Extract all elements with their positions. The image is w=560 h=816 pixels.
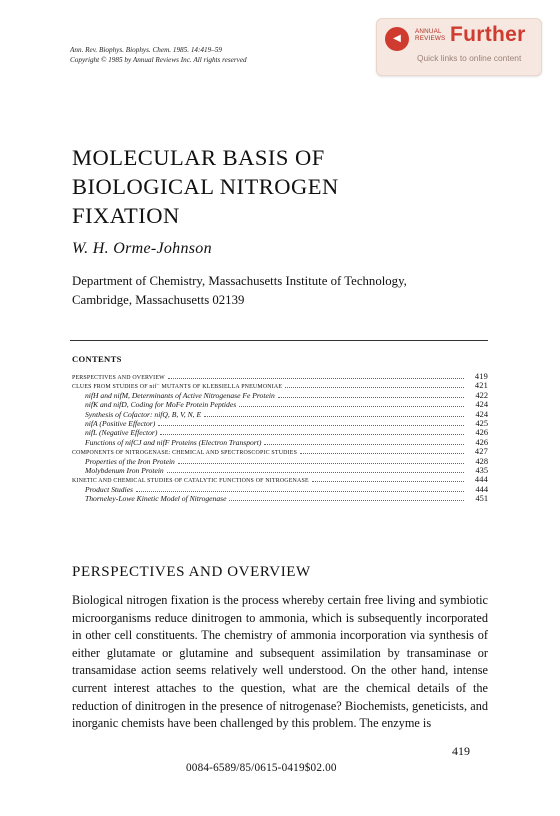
toc-entry[interactable] [72,438,488,447]
toc-entry-label: Product Studies [85,484,134,494]
toc-entry[interactable] [72,475,488,484]
affiliation-line: Department of Chemistry, Massachusetts Institute of Technology, [72,274,407,288]
further-wordmark: Further [450,23,526,46]
toc-entry-label: CLUES FROM STUDIES OF nif⁻ MUTANTS OF KLEBSIELLA PNEUMONIAE [72,384,283,391]
annual-reviews-logo-icon: ◀ [385,27,409,51]
section-heading: PERSPECTIVES AND OVERVIEW [72,564,311,580]
affiliation-line: Cambridge, Massachusetts 02139 [72,292,245,307]
toc-entry-label: nifH and nifM, Determinants of Active Nitrogenase Fe Protein [85,390,275,400]
further-subtitle: Quick links to online content [417,53,522,63]
page-number: 419 [452,744,470,758]
article-title [72,143,339,230]
divider [70,340,488,341]
toc-leader-dots [204,415,464,417]
toc-entry-label: nifA (Positive Effector) [85,418,156,428]
toc-entry-page: 419 [474,372,488,381]
toc-entry-page: 427 [474,447,488,457]
toc-entry-label: Functions of nifCJ and nifF Proteins (Electron Transport) [85,437,262,447]
toc-entry-label: Properties of the Iron Protein [85,456,175,466]
toc-entry-page: 444 [474,475,488,485]
body-paragraph: Biological nitrogen fixation is the process whereby certain free living and symbiotic microorganisms reduce dinitrogen to ammonia, which is subsequently incorporated in other cell constituents. The chemistry of ammonia incorporation via synthesis of either glutamate or glutamine and subsequent assimilation by transaminase or transamidase action seems relatively well understood. On the other hand, intense current interest attaches to the question, what are the chemical details of the reduction of dinitrogen in the presence of nitrogenase? Biochemists, geneticists, and inorganic chemists have been challenged by this problem. The enzyme is [72,593,488,731]
toc-entry-page: 435 [475,465,488,475]
toc-entry[interactable] [72,372,488,381]
further-badge[interactable] [376,18,542,76]
toc-entry-page: 424 [475,409,488,419]
contents-heading: CONTENTS [72,354,122,364]
author-name: W. H. Orme-Johnson [72,240,212,257]
toc-entry-label: COMPONENTS OF NITROGENASE: CHEMICAL AND SPECTROSCOPIC STUDIES [72,450,298,457]
toc-entry-label: nifK and nifD, Coding for MoFe Protein Peptides [85,400,237,410]
toc-entry-label: PERSPECTIVES AND OVERVIEW [72,375,165,381]
citation-journal: Ann. Rev. Biophys. Biophys. Chem. 1985. 14:419–59 [70,46,222,54]
toc-leader-dots [278,396,464,398]
toc-entry-label: Thorneley-Lowe Kinetic Model of Nitrogenase [85,494,227,504]
doi-line: 0084-6589/85/0615-0419$02.00 [186,762,337,774]
toc-leader-dots [168,377,464,379]
title-line: MOLECULAR BASIS OF [72,145,325,170]
toc-leader-dots [285,386,464,388]
toc-leader-dots [136,490,464,492]
toc-leader-dots [239,405,464,407]
citation-copyright: Copyright © 1985 by Annual Reviews Inc. All rights reserved [70,55,247,64]
toc-entry-page: 425 [475,418,488,428]
toc-entry-page: 444 [475,484,488,494]
toc-entry[interactable] [72,428,488,437]
toc-entry-label: Molybdenum Iron Protein [85,465,164,475]
annual-reviews-wordmark: ANNUAL REVIEWS [415,28,446,42]
toc-leader-dots [167,471,464,473]
toc-entry-page: 421 [474,381,488,391]
toc-leader-dots [300,452,464,454]
author-affiliation [72,272,407,309]
toc-entry-page: 428 [475,456,488,466]
table-of-contents [72,372,488,503]
toc-entry[interactable] [72,400,488,409]
toc-entry[interactable] [72,381,488,390]
title-line: BIOLOGICAL NITROGEN [72,174,339,199]
toc-leader-dots [229,499,464,501]
toc-entry[interactable] [72,447,488,456]
toc-entry-label: Synthesis of Cofactor: nifQ, B, V, N, E [85,409,202,419]
toc-leader-dots [264,443,464,445]
toc-leader-dots [160,433,464,435]
toc-entry[interactable] [72,419,488,428]
title-line: FIXATION [72,203,180,228]
toc-entry-page: 422 [475,390,488,400]
toc-entry-page: 424 [475,400,488,410]
toc-leader-dots [158,424,464,426]
toc-entry-page: 426 [475,428,488,438]
toc-entry[interactable] [72,466,488,475]
toc-entry[interactable] [72,410,488,419]
toc-leader-dots [178,462,464,464]
toc-leader-dots [312,480,464,482]
toc-entry-label: KINETIC AND CHEMICAL STUDIES OF CATALYTIC FUNCTIONS OF NITROGENASE [72,478,309,485]
toc-entry-page: 451 [475,494,488,504]
toc-entry-page: 426 [475,437,488,447]
citation [70,46,247,65]
toc-entry[interactable] [72,494,488,503]
toc-entry-label: nifL (Negative Effector) [85,428,158,438]
